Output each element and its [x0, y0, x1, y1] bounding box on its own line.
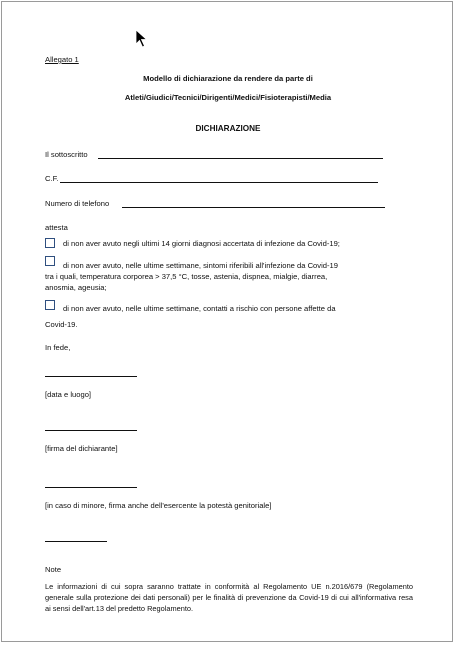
cf-field[interactable] [60, 182, 378, 183]
title-line-2: Atleti/Giudici/Tecnici/Dirigenti/Medici/Fisioterapisti/Media [124, 93, 332, 102]
guardian-signature-label: [in caso di minore, firma anche dell'esercente la potestà genitoriale] [45, 501, 272, 510]
signer-label: Il sottoscritto [45, 150, 88, 159]
phone-field[interactable] [122, 207, 385, 208]
note-title: Note [45, 565, 62, 574]
signature-field[interactable] [45, 430, 137, 431]
declaration-item-3-line-1: di non aver avuto, nelle ultime settimane, contatti a rischio con persone affette da [63, 304, 336, 313]
attests-label: attesta [45, 223, 68, 232]
attachment-label: Allegato 1 [45, 55, 79, 64]
declaration-item-2-line-1: di non aver avuto, nelle ultime settimane, sintomi riferibili all'infezione da Covid-19 [63, 261, 338, 270]
guardian-signature-field[interactable] [45, 487, 137, 488]
declaration-item-3-line-2: Covid-19. [45, 320, 78, 329]
signer-field[interactable] [98, 158, 383, 159]
checkbox-no-symptoms[interactable] [45, 256, 55, 266]
phone-label: Numero di telefono [45, 199, 110, 208]
declaration-item-1: di non aver avuto negli ultimi 14 giorni diagnosi accertata di infezione da Covid-19; [63, 239, 340, 248]
page-heading: DICHIARAZIONE [195, 124, 261, 133]
in-faith-label: In fede, [45, 343, 71, 352]
separator-line [45, 541, 107, 542]
declaration-item-2-line-2: tra i quali, temperatura corporea > 37,5 °C, tosse, astenia, dispnea, mialgie, diarrea, [45, 272, 328, 281]
date-place-field[interactable] [45, 376, 137, 377]
signature-label: [firma del dichiarante] [45, 444, 118, 453]
title-line-1: Modello di dichiarazione da rendere da parte di [143, 74, 313, 83]
cf-label: C.F. [45, 174, 59, 183]
date-place-label: [data e luogo] [45, 390, 92, 399]
declaration-item-2-line-3: anosmia, ageusia; [45, 283, 107, 292]
checkbox-no-contacts[interactable] [45, 300, 55, 310]
note-text: Le informazioni di cui sopra saranno trattate in conformità al Regolamento UE n.2016/679 (Regolamento generale sulla protezione dei dati personali) per le finalità di prevenzione da Covid-19 di cui all'informativa resa ai sensi dell'art.13 del predetto Regolamento. [45, 582, 413, 613]
mouse-pointer-icon [135, 29, 149, 49]
checkbox-no-diagnosis[interactable] [45, 238, 55, 248]
